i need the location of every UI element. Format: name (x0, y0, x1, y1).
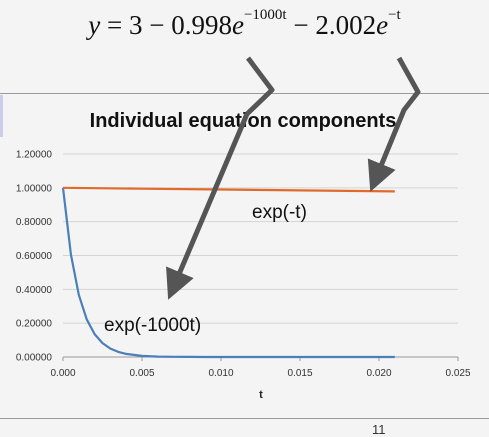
chart-title: Individual equation components (89, 110, 397, 132)
axes (16, 150, 471, 380)
x-tick-label: 0.020 (366, 368, 392, 379)
page-number: 11 (372, 422, 386, 437)
annotation-exp-1000t: exp(-1000t) (104, 315, 202, 336)
y-tick-label: 1.00000 (15, 183, 52, 195)
y-tick-label: 0.40000 (15, 284, 52, 296)
x-tick-label: 0.025 (445, 368, 471, 379)
hand-drawn-arrow-to-fast-decay (174, 58, 272, 286)
equation-second-coef: − 2.002 (286, 10, 377, 40)
y-tick-label: 0.20000 (15, 318, 52, 330)
equation-e1: e (231, 10, 244, 40)
x-tick-label: 0.015 (287, 368, 313, 379)
equation-exp2: −t (388, 7, 401, 23)
y-tick-label: 0.00000 (15, 352, 52, 364)
x-tick-label: 0.005 (129, 368, 155, 379)
y-tick-label: 1.20000 (15, 149, 52, 161)
y-tick-label: 0.60000 (15, 251, 52, 262)
x-tick-label: 0.000 (50, 368, 76, 379)
x-tick-label: 0.010 (208, 368, 234, 379)
series-line-exp-t (63, 188, 395, 192)
equation-constant-term: = 3 − 0.998 (100, 10, 232, 40)
y-tick-label: 0.80000 (15, 217, 52, 229)
annotation-exp-t: exp(-t) (252, 202, 307, 223)
equation-y: y (88, 10, 101, 40)
equation-exp1: −1000t (243, 7, 287, 23)
equation-e2: e (376, 10, 389, 40)
x-axis-label: t (259, 389, 263, 401)
